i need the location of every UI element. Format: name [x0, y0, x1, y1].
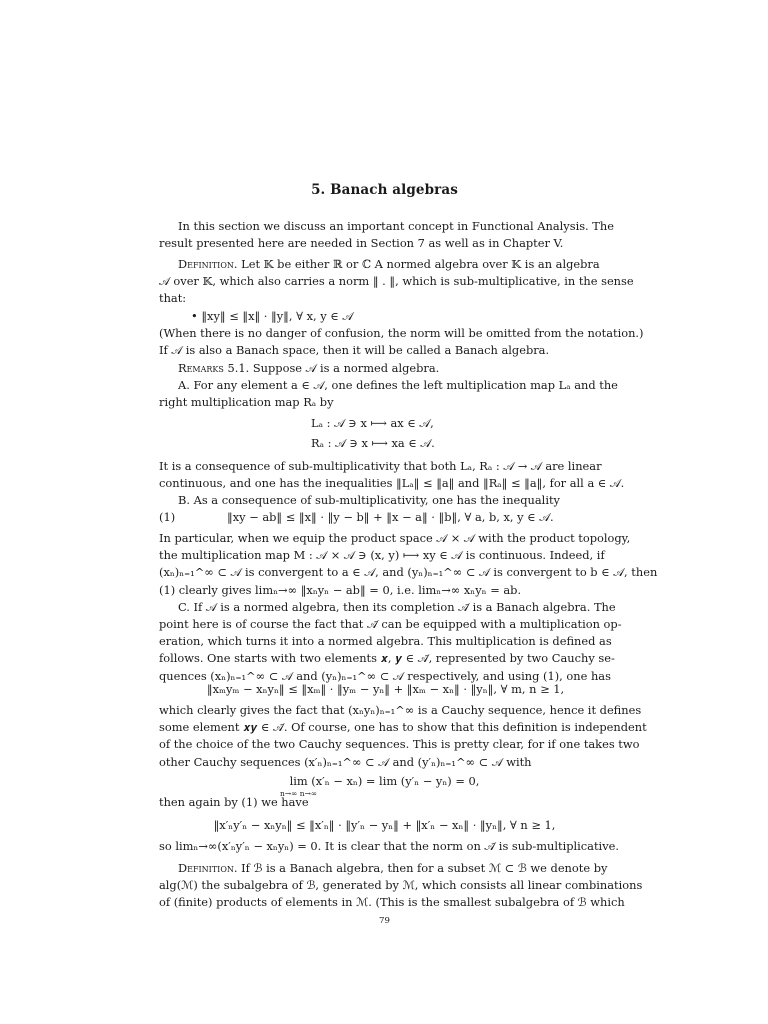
text-line: other Cauchy sequences (x′ₙ)ₙ₌₁^∞ ⊂ 𝒜 and (y′ₙ)ₙ₌₁^∞ ⊂ 𝒜 with — [159, 754, 532, 769]
text-line: 𝒜 over 𝕂, which also carries a norm ‖ . ‖, which is sub-multiplicative, in the sense — [159, 274, 634, 289]
text-line: It is a consequence of sub-multiplicativity that both Lₐ, Rₐ : 𝒜 → 𝒜 are linear — [159, 459, 602, 473]
text-line: that: — [159, 291, 187, 306]
bullet-item: • ‖xy‖ ≤ ‖x‖ · ‖y‖, ∀ x, y ∈ 𝒜 — [191, 308, 354, 323]
text-line: continuous, and one has the inequalities ‖Lₐ‖ ≤ ‖a‖ and ‖Rₐ‖ ≤ ‖a‖, for all a ∈ 𝒜. — [159, 476, 625, 491]
text-span: If ℬ is a Banach algebra, then for a subset ℳ ⊂ ℬ we denote by — [241, 861, 608, 875]
text-line: result presented here are needed in Section 7 as well as in Chapter V. — [159, 236, 564, 251]
equation-primed: ‖x′ₙy′ₙ − xₙyₙ‖ ≤ ‖x′ₙ‖ · ‖y′ₙ − yₙ‖ + ‖x′ₙ − xₙ‖ · ‖yₙ‖, ∀ n ≥ 1, — [213, 818, 556, 832]
definition-heading: Definition. — [178, 861, 238, 875]
cauchy-paragraph — [159, 702, 647, 771]
equation-body: ‖xy − ab‖ ≤ ‖x‖ · ‖y − b‖ + ‖x − a‖ · ‖b‖, ∀ a, b, x, y ∈ 𝒜. — [227, 510, 554, 524]
conclusion-line — [159, 838, 619, 855]
text-line — [159, 860, 610, 877]
then-again-line — [159, 794, 610, 811]
equation-limits-subscript: n→∞ n→∞ — [280, 789, 318, 798]
text-line: (1) clearly gives limₙ→∞ ‖xₙyₙ − ab‖ = 0, i.e. limₙ→∞ xₙyₙ = ab. — [159, 582, 522, 597]
text-line: then again by (1) we have — [159, 795, 309, 809]
text-line: some element 𝒙𝒚 ∈ 𝒜̄. Of course, one has to show that this definition is independent — [159, 720, 647, 735]
text-line: (xₙ)ₙ₌₁^∞ ⊂ 𝒜 is convergent to a ∈ 𝒜, and (yₙ)ₙ₌₁^∞ ⊂ 𝒜 is convergent to b ∈ 𝒜, then — [159, 565, 658, 580]
text-line: B. As a consequence of sub-multiplicativity, one has the inequality — [178, 493, 560, 508]
text-line: follows. One starts with two elements 𝒙, 𝒚 ∈ 𝒜̄, represented by two Cauchy se- — [159, 651, 615, 666]
continuity-paragraph — [159, 458, 625, 510]
text-line: right multiplication map Rₐ by — [159, 395, 334, 410]
remarks-paragraph — [159, 360, 618, 412]
text-line: so limₙ→∞(x′ₙy′ₙ − xₙyₙ) = 0. It is clear that the norm on 𝒜̄ is sub-multiplicative. — [159, 839, 619, 853]
equation-number: (1) — [159, 510, 176, 524]
definition-normed-algebra — [159, 256, 644, 359]
product-topology-paragraph — [159, 530, 658, 685]
definition-heading: Definition. — [178, 257, 238, 271]
text-line: C. If 𝒜 is a normed algebra, then its completion 𝒜̄ is a Banach algebra. The — [178, 599, 616, 614]
text-line: In this section we discuss an important concept in Functional Analysis. The — [178, 219, 614, 233]
text-line: A. For any element a ∈ 𝒜, one defines the left multiplication map Lₐ and the — [178, 378, 618, 393]
definition-subalgebra — [159, 860, 643, 912]
remarks-heading: Remarks 5.1. — [178, 361, 250, 375]
text-line — [159, 256, 610, 273]
text-span: Let 𝕂 be either ℝ or ℂ A normed algebra over 𝕂 is an algebra — [241, 257, 600, 271]
text-line: alg(ℳ) the subalgebra of ℬ, generated by ℳ, which consists all linear combinations — [159, 878, 643, 893]
text-line: point here is of course the fact that 𝒜̄ can be equipped with a multiplication op- — [159, 616, 622, 631]
text-line: (When there is no danger of confusion, the norm will be omitted from the notation.) — [159, 325, 644, 340]
text-line: In particular, when we equip the product space 𝒜 × 𝒜 with the product topology, — [159, 531, 631, 545]
text-line: If 𝒜 is also a Banach space, then it will be called a Banach algebra. — [159, 342, 550, 357]
page-number: 79 — [379, 916, 390, 926]
section-title: 5. Banach algebras — [311, 182, 458, 198]
text-line: the multiplication map M : 𝒜 × 𝒜 ∋ (x, y) ⟼ xy ∈ 𝒜 is continuous. Indeed, if — [159, 548, 605, 563]
text-line: of the choice of the two Cauchy sequences. This is pretty clear, for if one takes two — [159, 737, 640, 752]
equation-left-multiplication: Lₐ : 𝒜 ∋ x ⟼ ax ∈ 𝒜, — [311, 416, 434, 430]
text-line: quences (xₙ)ₙ₌₁^∞ ⊂ 𝒜 and (yₙ)ₙ₌₁^∞ ⊂ 𝒜 respectively, and using (1), one has — [159, 668, 611, 683]
text-line: of (finite) products of elements in ℳ. (This is the smallest subalgebra of ℬ which — [159, 895, 625, 910]
equation-cauchy: ‖xₘyₘ − xₙyₙ‖ ≤ ‖xₘ‖ · ‖yₘ − yₙ‖ + ‖xₘ − xₙ‖ · ‖yₙ‖, ∀ m, n ≥ 1, — [206, 682, 565, 696]
text-line: eration, which turns it into a normed algebra. This multiplication is defined as — [159, 634, 612, 649]
intro-paragraph — [159, 218, 614, 252]
text-line — [159, 360, 610, 377]
equation-limits: lim (x′ₙ − xₙ) = lim (y′ₙ − yₙ) = 0, — [289, 774, 480, 788]
equation-right-multiplication: Rₐ : 𝒜 ∋ x ⟼ xa ∈ 𝒜. — [311, 436, 435, 450]
text-line: which clearly gives the fact that (xₙyₙ)ₙ₌₁^∞ is a Cauchy sequence, hence it defines — [159, 703, 642, 717]
text-span: Suppose 𝒜 is a normed algebra. — [252, 361, 440, 375]
